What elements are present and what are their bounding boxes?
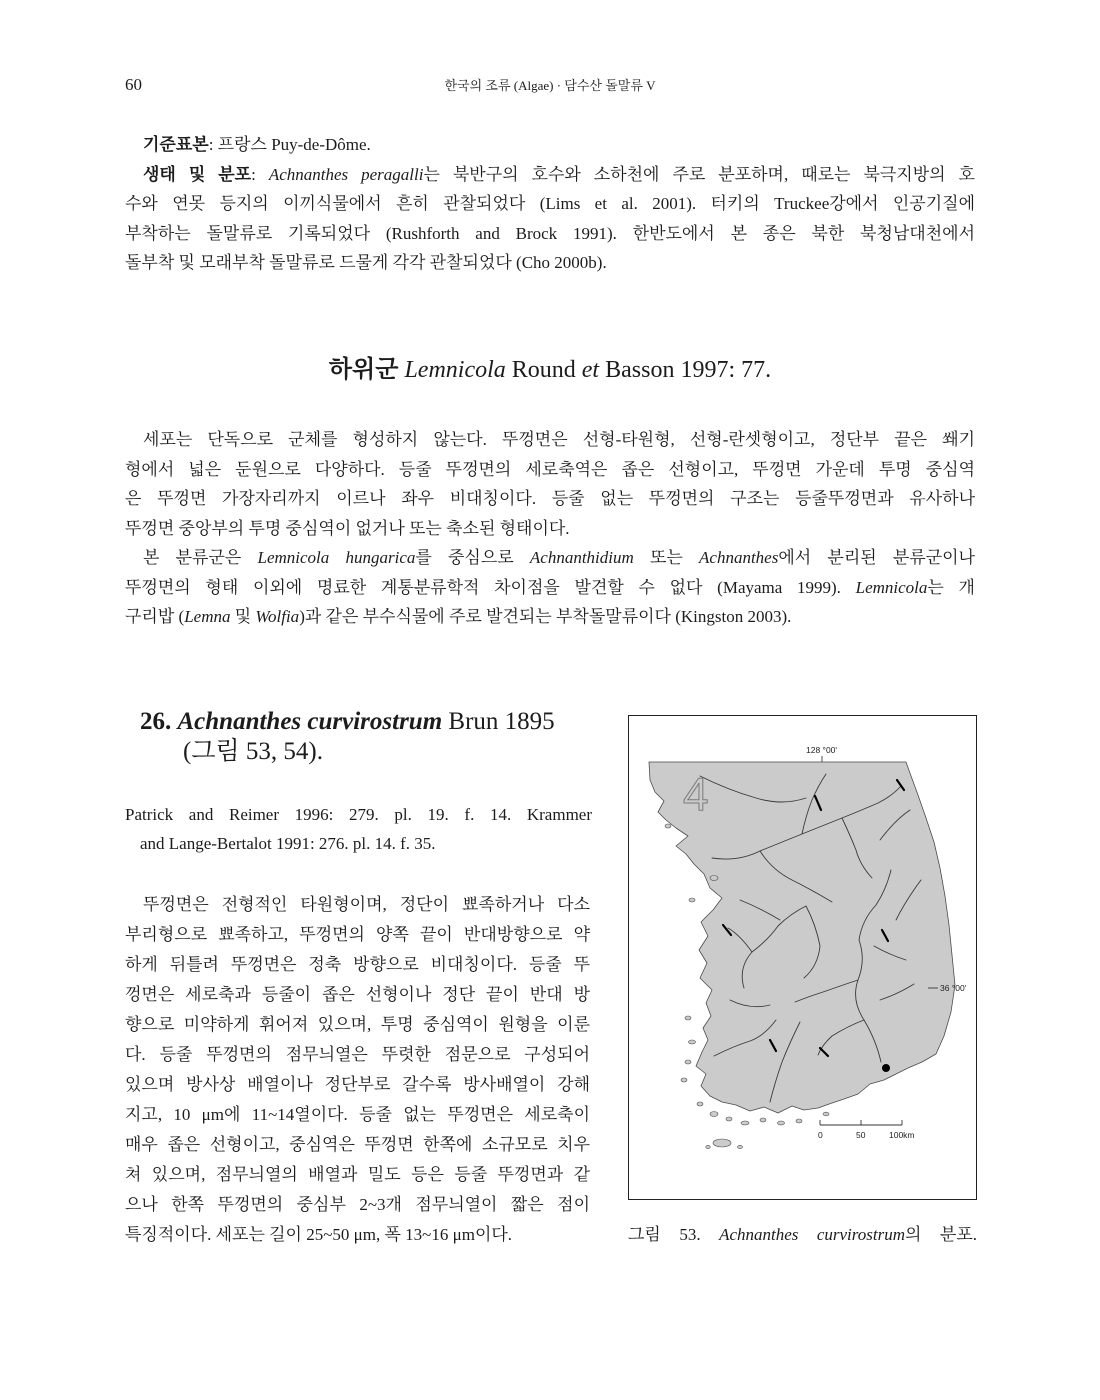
text-run: 는 북반구의 호수와 소하천에 주로 분포하며, 때로는 북극지방의 호 (423, 164, 975, 184)
text-run: 지고, 10 μm에 11~14열이다. 등줄 없는 뚜껑면은 세로축이 (125, 1105, 590, 1124)
island (697, 1102, 703, 1106)
island (689, 898, 695, 902)
text-line (125, 248, 975, 278)
genus-name: Lemnicola (404, 357, 506, 383)
island (823, 1112, 829, 1116)
island (665, 824, 671, 828)
text-line (125, 980, 590, 1010)
caption-suffix: 의 분포. (905, 1225, 977, 1244)
island (710, 876, 718, 881)
figure-reference: (그림 53, 54). (183, 738, 323, 765)
taxon-name: Achnanthes peragalli (268, 164, 424, 184)
running-title: 한국의 조류 (Algae) · 담수산 돌말류 V (444, 78, 656, 93)
scale-label: 0 (818, 1130, 823, 1140)
text-run: 및 (230, 607, 256, 626)
subgroup-description (125, 425, 975, 632)
island (685, 1016, 691, 1020)
caption-taxon: Achnanthes curvirostrum (719, 1225, 905, 1244)
text-line (125, 455, 975, 485)
caption-prefix: 그림 53. (628, 1225, 701, 1244)
species-name: Achnanthes curvirostrum (177, 708, 443, 735)
island (685, 1060, 691, 1064)
island (796, 1119, 802, 1123)
taxon-name: Lemnicola (855, 577, 928, 597)
text-line (125, 425, 975, 455)
text-line (125, 514, 975, 544)
text-run: 다. 등줄 뚜껑면의 점무늬열은 뚜렷한 점문으로 구성되어 (125, 1045, 590, 1064)
scale-label: 50 (856, 1130, 866, 1140)
text-run: 향으로 미약하게 휘어져 있으며, 투명 중심역이 원형을 이룬 (125, 1015, 590, 1034)
author-name: Round (511, 357, 576, 383)
latitude-label: 36 °00' (940, 983, 967, 993)
species-title-line (140, 707, 555, 737)
text-run: : (251, 164, 269, 184)
author-conjunction: et (581, 357, 600, 383)
subgroup-label: 하위군 (328, 357, 399, 383)
text-run: 으나 한쪽 뚜껑면의 중심부 2~3개 점무늬열이 짧은 점이 (125, 1195, 590, 1214)
text-run: 껑면은 세로축과 등줄이 좁은 선형이나 정단 끝이 반대 방 (125, 985, 590, 1004)
text-line (125, 1070, 590, 1100)
text-line (125, 1100, 590, 1130)
text-run: 쳐 있으며, 점무늬열의 배열과 밀도 등은 등줄 뚜껑면과 같 (125, 1165, 590, 1184)
text-run: 특징적이다. 세포는 길이 25~50 μm, 폭 13~16 μm이다. (125, 1225, 513, 1244)
text-line (125, 130, 975, 160)
island-jeju (713, 1139, 731, 1147)
text-line (125, 573, 975, 603)
text-run: 형에서 넓은 둔원으로 다양하다. 등줄 뚜껑면의 세로축역은 좁은 선형이고, 뚜껑면 가운데 투명 중심역 (125, 459, 975, 479)
species-heading (140, 707, 555, 767)
island (726, 1117, 732, 1121)
scale-label: 100km (889, 1130, 915, 1140)
text-line (125, 1160, 590, 1190)
text-run: 뚜껑면은 전형적인 타원형이며, 정단이 뾰족하거나 다소 (143, 895, 590, 914)
text-run: 은 뚜껑면 가장자리까지 이르나 좌우 비대칭이다. 등줄 없는 뚜껑면의 구조는 등줄뚜껑면과 유사하나 (125, 489, 975, 508)
text-line (125, 1220, 590, 1250)
citation (125, 800, 592, 858)
text-run: 뚜껑면의 형태 이외에 명료한 계통분류학적 차이점을 발견할 수 없다 (Mayama 1999). (125, 577, 856, 597)
text-run: 하게 뒤틀려 뚜껑면은 정축 방향으로 비대칭이다. 등줄 뚜 (125, 955, 590, 974)
island (741, 1121, 749, 1125)
text-line (125, 219, 975, 249)
species-description (125, 890, 590, 1250)
taxon-name: Lemna (184, 607, 231, 626)
text-line (125, 890, 590, 920)
text-line (125, 1010, 590, 1040)
author-year: Basson 1997: 77. (605, 357, 772, 383)
taxon-name: Achnanthidium (529, 548, 634, 567)
text-line (125, 484, 975, 514)
island (681, 1078, 687, 1082)
text-run: 는 개 (927, 577, 975, 597)
text-run: 부리형으로 뾰족하고, 뚜껑면의 양쪽 끝이 반대방향으로 약 (125, 925, 590, 944)
text-line (125, 160, 975, 190)
taxon-name: Wolfia (255, 607, 300, 626)
text-run: 또는 (633, 548, 700, 567)
distribution-map (628, 715, 977, 1200)
field-label: 생태 및 분포 (143, 164, 252, 184)
text-line (125, 189, 975, 219)
citation-line: and Lange-Bertalot 1991: 276. pl. 14. f. 35. (140, 834, 436, 853)
text-line (125, 1130, 590, 1160)
text-line (125, 543, 975, 573)
page-number: 60 (125, 75, 142, 94)
text-run: 매우 좁은 선형이고, 중심역은 뚜껑면 한쪽에 소규모로 치우 (125, 1135, 590, 1154)
ecology-section (125, 130, 975, 278)
island (778, 1121, 785, 1125)
longitude-label: 128 °00' (806, 745, 838, 755)
text-run: 뚜껑면 중앙부의 투명 중심역이 없거나 또는 축소된 형태이다. (125, 518, 570, 538)
citation-line: Patrick and Reimer 1996: 279. pl. 19. f. 14. Krammer (125, 805, 592, 824)
island (760, 1118, 766, 1122)
text-run: 있으며 방사상 배열이나 정단부로 갈수록 방사배열이 강해 (125, 1075, 590, 1094)
island (738, 1145, 743, 1148)
text-run: )과 같은 부수식물에 주로 발견되는 부착돌말류이다 (Kingston 2003). (299, 607, 792, 626)
field-label: 기준표본 (143, 135, 209, 154)
text-run: 에서 분리된 분류군이나 (778, 548, 975, 567)
text-run: 부착하는 돌말류로 기록되었다 (Rushforth and Brock 1991). 한반도에서 본 종은 북한 북청남대천에서 (125, 223, 975, 243)
text-line (125, 1040, 590, 1070)
text-run: 구리밥 ( (125, 607, 185, 626)
species-number: 26. (140, 708, 172, 735)
text-run: 돌부착 및 모래부착 돌말류로 드물게 각각 관찰되었다 (Cho 2000b). (125, 253, 607, 272)
island (710, 1112, 718, 1117)
text-line (125, 1190, 590, 1220)
text-line (125, 602, 975, 632)
handwritten-annotation: 4 (683, 768, 709, 820)
text-run: : 프랑스 Puy-de-Dôme. (208, 135, 371, 154)
text-run: 를 중심으로 (415, 548, 530, 567)
taxon-name: Achnanthes (699, 548, 779, 567)
text-line (125, 920, 590, 950)
island (706, 1145, 710, 1148)
species-authority: Brun 1895 (448, 708, 555, 735)
occurrence-point (882, 1064, 890, 1072)
text-run: 본 분류군은 (143, 548, 258, 567)
text-line (125, 950, 590, 980)
text-run: 수와 연못 등지의 이끼식물에서 흔히 관찰되었다 (Lims et al. 2001). 터키의 Truckee강에서 인공기질에 (125, 194, 975, 213)
figure-caption (628, 1220, 977, 1250)
subgroup-heading (0, 355, 1100, 385)
text-run: 세포는 단독으로 군체를 형성하지 않는다. 뚜껑면은 선형-타원형, 선형-란셋형이고, 정단부 끝은 쐐기 (143, 430, 975, 449)
taxon-name: Lemnicola hungarica (257, 548, 416, 567)
island (689, 1040, 696, 1044)
